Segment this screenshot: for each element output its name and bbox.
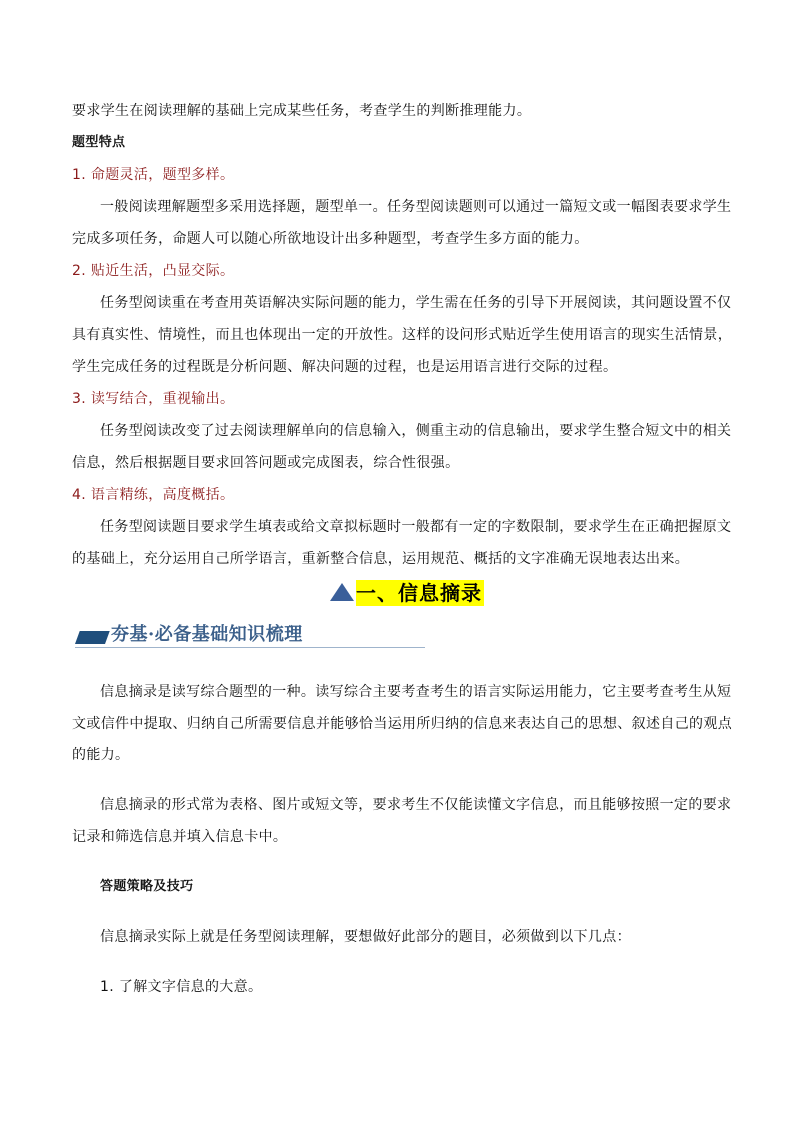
feature-2-title: 2. 贴近生活，凸显交际。 <box>72 263 235 279</box>
feature-1-line-2: 完成多项任务，命题人可以随心所欲地设计出多种题型，考查学生多方面的能力。 <box>72 231 589 247</box>
banner-text: 夯基·必备基础知识梳理 <box>111 624 303 645</box>
section-title <box>330 580 484 606</box>
para1-line-3: 的能力。 <box>72 747 130 763</box>
feature-4-title: 4. 语言精练，高度概括。 <box>72 487 235 503</box>
section-title-label: 一、信息摘录 <box>356 581 482 605</box>
feature-3-line-1: 任务型阅读改变了过去阅读理解单向的信息输入，侧重主动的信息输出，要求学生整合短文中的相关 <box>100 423 732 439</box>
para2-line-1: 信息摘录的形式常为表格、图片或短文等，要求考生不仅能读懂文字信息，而且能够按照一定的要求 <box>100 797 732 813</box>
para2-line-2: 记录和筛选信息并填入信息卡中。 <box>72 829 288 845</box>
feature-1-title: 1. 命题灵活，题型多样。 <box>72 167 235 183</box>
triangle-icon <box>330 583 354 601</box>
strategy-point-1: 1. 了解文字信息的大意。 <box>100 979 263 995</box>
intro-text: 要求学生在阅读理解的基础上完成某些任务，考查学生的判断推理能力。 <box>72 103 532 119</box>
feature-1-line-1: 一般阅读理解题型多采用选择题，题型单一。任务型阅读题则可以通过一篇短文或一幅图表要求学生 <box>100 199 732 215</box>
banner-rule <box>75 647 425 648</box>
feature-2-line-2: 具有真实性、情境性，而且也体现出一定的开放性。这样的设问形式贴近学生使用语言的现实生活情景， <box>72 327 733 343</box>
feature-3-title: 3. 读写结合，重视输出。 <box>72 391 235 407</box>
feature-2-line-3: 学生完成任务的过程既是分析问题、解决问题的过程，也是运用语言进行交际的过程。 <box>72 359 618 375</box>
strategy-intro: 信息摘录实际上就是任务型阅读理解，要想做好此部分的题目，必须做到以下几点： <box>100 929 631 945</box>
feature-3-line-2: 信息，然后根据题目要求回答问题或完成图表，综合性很强。 <box>72 455 460 471</box>
strategy-heading: 答题策略及技巧 <box>100 879 194 894</box>
section-banner <box>75 622 425 650</box>
banner-bar <box>75 631 110 644</box>
feature-4-line-1: 任务型阅读题目要求学生填表或给文章拟标题时一般都有一定的字数限制，要求学生在正确把握原文 <box>100 519 732 535</box>
feature-4-line-2: 的基础上，充分运用自己所学语言，重新整合信息，运用规范、概括的文字准确无误地表达出来。 <box>72 551 690 567</box>
para1-line-2: 文或信件中提取、归纳自己所需要信息并能够恰当运用所归纳的信息来表达自己的思想、叙述自己的观点 <box>72 716 733 732</box>
para1-line-1: 信息摘录是读写综合题型的一种。读写综合主要考查考生的语言实际运用能力，它主要考查考生从短 <box>100 684 732 700</box>
features-heading: 题型特点 <box>72 135 126 150</box>
feature-2-line-1: 任务型阅读重在考查用英语解决实际问题的能力，学生需在任务的引导下开展阅读，其问题设置不仅 <box>100 295 732 311</box>
